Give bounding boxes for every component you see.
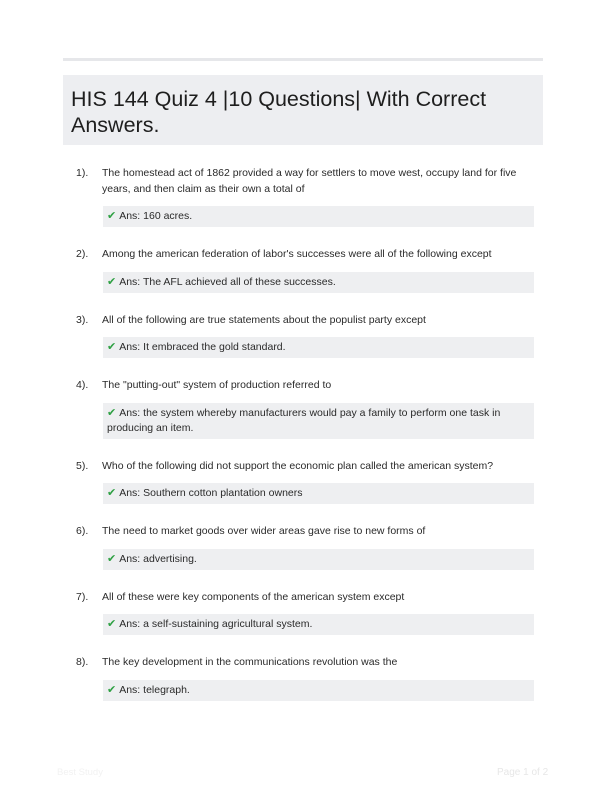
question-list (0, 166, 606, 701)
question-text: The key development in the communications revolution was the (102, 656, 398, 668)
answer-box (103, 206, 534, 227)
page-number: Page 1 of 2 (497, 767, 549, 778)
question-text: The homestead act of 1862 provided a way for settlers to move west, occupy land for five years, and then claim as their own a total of (102, 167, 517, 195)
answer-text: Ans: advertising. (119, 552, 197, 565)
check-icon: ✔ (107, 487, 117, 499)
check-icon: ✔ (107, 341, 117, 353)
answer-box (103, 403, 534, 439)
answer-text: Ans: The AFL achieved all of these successes. (119, 275, 336, 288)
question-item (76, 247, 536, 293)
answer-box (103, 549, 534, 570)
page-title: HIS 144 Quiz 4 |10 Questions| With Correct Answers. (71, 87, 487, 137)
question-number: 6). (76, 525, 89, 537)
question-item (76, 524, 536, 570)
question-item (76, 590, 536, 636)
question-text: All of the following are true statements about the populist party except (102, 313, 426, 326)
answer-text: Ans: Southern cotton plantation owners (119, 487, 303, 499)
answer-box (103, 680, 534, 701)
question-item (76, 166, 536, 227)
question-number: 7). (76, 590, 89, 603)
question-item (76, 378, 536, 439)
title-banner (63, 75, 543, 145)
question-number: 1). (76, 167, 89, 179)
question-item (76, 459, 536, 505)
answer-box (103, 272, 534, 293)
check-icon: ✔ (107, 552, 117, 565)
question-text: All of these were key components of the american system except (102, 590, 405, 603)
answer-text: Ans: the system whereby manufacturers would pay a family to perform one task in producing an item. (107, 406, 501, 434)
question-text: The need to market goods over wider areas gave rise to new forms of (102, 525, 426, 537)
question-number: 5). (76, 459, 89, 472)
footer-watermark: Best Study (57, 767, 103, 778)
answer-text: Ans: 160 acres. (119, 210, 193, 222)
check-icon: ✔ (107, 618, 117, 630)
answer-box (103, 483, 534, 504)
answer-text: Ans: telegraph. (119, 683, 190, 696)
answer-box (103, 337, 534, 358)
question-text: Among the american federation of labor's successes were all of the following except (102, 248, 492, 260)
check-icon: ✔ (107, 210, 117, 222)
question-number: 8). (76, 656, 89, 668)
check-icon: ✔ (107, 275, 117, 288)
answer-box (103, 614, 534, 635)
question-number: 2). (76, 248, 89, 260)
check-icon: ✔ (107, 406, 117, 419)
answer-text: Ans: a self-sustaining agricultural system. (119, 618, 313, 630)
question-item (76, 313, 536, 359)
question-text: Who of the following did not support the economic plan called the american system? (102, 459, 494, 472)
question-number: 3). (76, 313, 89, 326)
top-divider (63, 58, 543, 61)
question-number: 4). (76, 379, 89, 391)
question-text: The "putting-out" system of production referred to (102, 379, 332, 391)
answer-text: Ans: It embraced the gold standard. (119, 341, 286, 353)
check-icon: ✔ (107, 683, 117, 696)
question-item (76, 655, 536, 701)
